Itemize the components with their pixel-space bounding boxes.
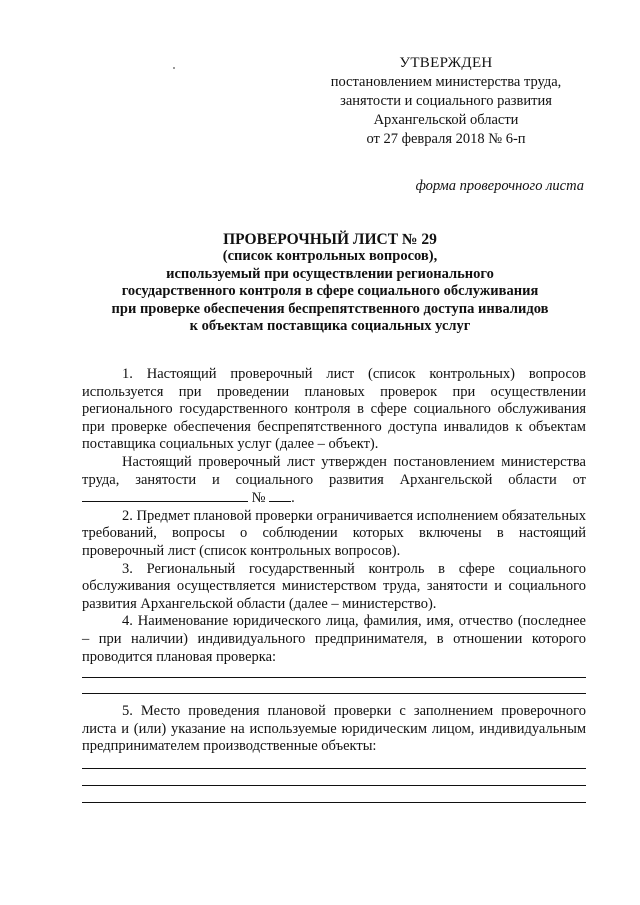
form-note: форма проверочного листа: [415, 178, 584, 194]
paragraph-3: 3. Региональный государственный контроль в сфере социального обслуживания осуществляется министерством труда, занятости и социального развития Архангельской области (далее – министерство).: [82, 560, 586, 612]
paragraph-1b-text: Настоящий проверочный лист утвержден постановлением министерства труда, занятости и социального развития Архангельской области от: [82, 453, 586, 488]
title-line-1: ПРОВЕРОЧНЫЙ ЛИСТ № 29: [223, 231, 437, 248]
document-body: [82, 366, 586, 803]
paragraph-4: 4. Наименование юридического лица, фамилия, имя, отчество (последнее – при наличии) индивидуального предпринимателя, в отношении которого проводится плановая проверка:: [82, 613, 586, 665]
document-title: [80, 231, 580, 335]
title-line-6: к объектам поставщика социальных услуг: [189, 318, 471, 335]
title-line-3: используемый при осуществлении регионального: [166, 265, 494, 282]
fill-in-line: [82, 677, 586, 678]
number-sign: №: [248, 490, 270, 507]
title-line-2: (список контрольных вопросов),: [222, 248, 438, 265]
number-blank: [269, 489, 291, 502]
approval-line-3: Архангельской области: [373, 112, 519, 128]
approval-heading: УТВЕРЖДЕН: [399, 55, 493, 71]
fill-in-line: [82, 785, 586, 786]
paragraph-2: 2. Предмет плановой проверки ограничивается исполнением обязательных требований, вопросы о соблюдении которых включены в настоящий проверочный лист (список контрольных вопросов).: [82, 507, 586, 559]
fill-in-line: [82, 768, 586, 769]
approval-line-2: занятости и социального развития: [340, 93, 552, 109]
approval-stamp: [316, 54, 576, 149]
fill-in-line: [82, 802, 586, 803]
paragraph-1b: [82, 454, 586, 508]
title-line-5: при проверке обеспечения беспрепятственного доступа инвалидов: [111, 300, 549, 317]
paragraph-1: 1. Настоящий проверочный лист (список контрольных) вопросов используется при проведении плановых проверок при осуществлении регионального государственного контроля в сфере социального обслуживания при проверке обеспечения беспрепятственного доступа инвалидов к объектам поставщика социальных услуг (далее – объект).: [82, 366, 586, 453]
title-line-4: государственного контроля в сфере социального обслуживания: [121, 283, 539, 300]
scan-speck: [173, 67, 175, 69]
date-blank: [82, 489, 248, 502]
fill-in-line: [82, 693, 586, 694]
paragraph-1b-end: .: [291, 490, 295, 507]
approval-line-1: постановлением министерства труда,: [330, 74, 562, 90]
paragraph-5: 5. Место проведения плановой проверки с заполнением проверочного листа и (или) указание на используемые юридическим лицом, индивидуальным предпринимателем производственные объекты:: [82, 703, 586, 755]
approval-line-4: от 27 февраля 2018 № 6-п: [366, 131, 526, 147]
